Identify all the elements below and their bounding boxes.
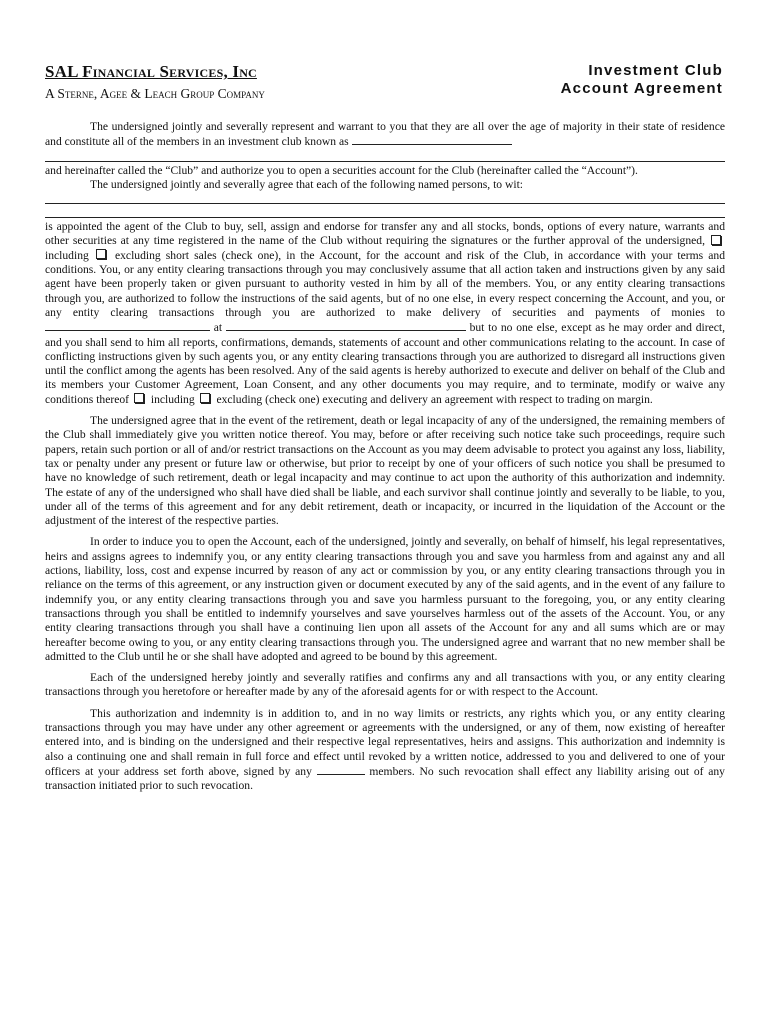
- company-subtitle: A Sterne, Agee & Leach Group Company: [45, 86, 265, 101]
- agent-names-field-2[interactable]: [45, 206, 725, 218]
- document-page: [45, 62, 725, 793]
- margin-excluding-text: excluding (check one) executing and delivery an agreement with respect to trading on margin.: [216, 392, 653, 406]
- short-sales-including-checkbox[interactable]: [711, 235, 721, 245]
- paragraph-club-intro: [45, 120, 725, 150]
- document-header: [45, 62, 725, 114]
- short-sales-excluding-checkbox[interactable]: [96, 249, 106, 259]
- member-count-field[interactable]: [317, 764, 365, 775]
- agreement-body: [45, 120, 725, 793]
- agents-intro-text: The undersigned jointly and severally agree that each of the following named persons, to wit:: [90, 177, 524, 191]
- at-label: at: [213, 321, 223, 335]
- agent-names-field-1[interactable]: [45, 192, 725, 204]
- form-title: [561, 62, 723, 98]
- agent-authority-text: is appointed the agent of the Club to buy, sell, assign and endorse for transfer any and all stocks, bonds, options of every nature, warrants and other securities at any time registered in the name of the Club without requiring the signatures or the further approval of the undersigned,: [45, 220, 725, 248]
- reports-text: but to no one else, except as he may order and direct, and you shall send to him all reports, confirmations, demands, statements of account and other communications relating to the account. In case of conflicting instructions given by such agents you, or any entity clearing transactions through you are authorized to disregard all instructions given until the conflict among the agents has been resolved. Any of the said agents is hereby authorized to execute and deliver on behalf of the Club and its members your Customer Agreement, Loan Consent, and any other documents you may require, and to terminate, modify or waive any conditions thereof: [45, 321, 725, 406]
- paragraph-continuing-authorization: [45, 707, 725, 794]
- including-label-2: including: [150, 392, 195, 406]
- club-name-field[interactable]: [352, 134, 512, 145]
- delivery-address-field[interactable]: [226, 320, 466, 331]
- paragraph-retirement-death: The undersigned agree that in the event of the retirement, death or legal incapacity of any of the undersigned, the remaining members of the Club shall immediately give you written notice thereof. You may, before or after receiving such notice take such proceedings, require such papers, retain such portion or all of and/or restrict transactions on the Account as you may deem advisable to protect you against any loss, liability, tax or penalty under any present or future law or otherwise, but prior to receipt by one of your officers of such notice you shall be presumed to have no knowledge of such retirement, death or legal incapacity and may continue to act upon the authority of this authorization and indemnity. The estate of any of the undersigned who shall have died shall be liable, and each survivor shall continue jointly and severally to be liable, to you, under all of the terms of this agreement and for any debit retirement, death or incapacity, or incurred in the liquidation of the Account or the adjustment of the interest of the respective parties.: [45, 414, 725, 528]
- continuing-authorization-text: This authorization and indemnity is in addition to, and in no way limits or restricts, any rights which you, or any entity clearing transactions through you may have under any other agreement or agreements with the undersigned, or any of them, now existing of hereafter entered into, and is binding on the undersigned and their respective legal representatives, heirs and assigns. This authorization and indemnity is also a continuing one and shall remain in full force and effect until revoked by a written notice, addressed to you and delivered to one of your officers at your address set forth above, signed by any: [45, 706, 725, 778]
- club-definition-text: and hereinafter called the “Club” and authorize you to open a securities account for the Club (hereinafter called the “Account”).: [45, 163, 638, 177]
- form-title-line-2: Account Agreement: [560, 80, 723, 97]
- excluding-text: excluding short sales (check one), in the Account, for the account and risk of the Club, in accordance with your terms and conditions. You, or any entity clearing transactions through you may conclusively assume that all action taken and instructions given by any said agent have been properly taken or given pursuant to authority vested in him by all of the members. You, or any entity clearing transactions through you, are authorized to follow the instructions of the said agents, but of no one else, in every respect concerning the Account, and you, or any entity clearing transactions through you are authorized to make delivery of securities and payments of monies to: [45, 248, 725, 319]
- delivery-payee-field[interactable]: [45, 320, 210, 331]
- club-intro-text: The undersigned jointly and severally represent and warrant to you that they are all over the age of majority in their state of residence and constitute all of the members in an investment club known as: [45, 120, 725, 149]
- including-label: including: [45, 248, 89, 262]
- margin-including-checkbox[interactable]: [134, 393, 144, 403]
- paragraph-agent-authority: [45, 220, 725, 407]
- club-name-field-continued[interactable]: [45, 150, 725, 162]
- form-title-line-1: Investment Club: [588, 62, 723, 79]
- company-name: SAL Financial Services, Inc: [45, 62, 257, 81]
- paragraph-indemnity: In order to induce you to open the Account, each of the undersigned, jointly and severally, on behalf of himself, his legal representatives, heirs and assigns agrees to indemnify you, or any entity clearing transactions through you and save you harmless from and against any and all actions, liability, loss, cost and expense incurred by reason of any act or commission by you, or any entity clearing transactions through you in reliance on the terms of this agreement, or any instruction given or document executed by any of the said agents, and in the event of any failure to indemnify you, or any entity clearing transactions through you and save you harmless pursuant to the foregoing, you, or any entity clearing transactions through you shall be entitled to indemnify yourselves and save yourselves harmless out of the assets of the Account. You, or any entity clearing transactions through you shall have a continuing lien upon all assets of the Account for any and all sums which are or may hereafter become owing to you, or any entity clearing transactions through you. The undersigned agree and warrant that no new member shall be admitted to the Club until he or she shall have adopted and agreed to be bound by this agreement.: [45, 535, 725, 663]
- paragraph-ratification: Each of the undersigned hereby jointly and severally ratifies and confirms any and all transactions with you, or any entity clearing transactions through you heretofore or hereafter made by any of the aforesaid agents for or with respect to the Account.: [45, 671, 725, 699]
- revocation-text: members. No such revocation shall effect any liability arising out of any transaction initiated prior to such revocation.: [45, 764, 725, 793]
- margin-excluding-checkbox[interactable]: [200, 393, 210, 403]
